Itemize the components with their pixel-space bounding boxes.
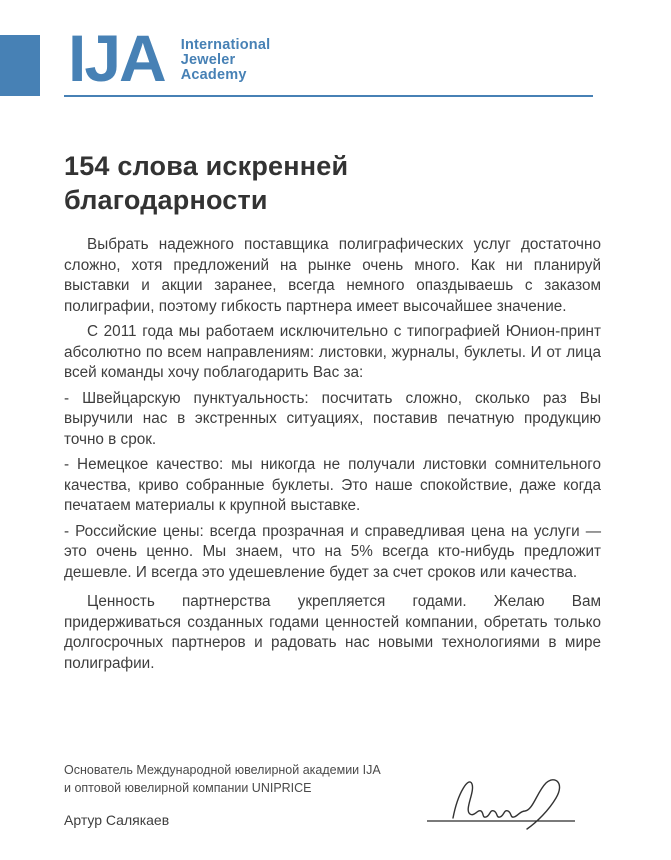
logo-org-name <box>181 30 271 83</box>
bullet-punctuality: - Швейцарскую пунктуальность: посчитать сложно, сколько раз Вы выручили нас в экстренных ситуациях, поставив печатную продукцию точно в срок. <box>64 389 601 448</box>
handwritten-signature-icon <box>425 770 585 832</box>
signer-name: Артур Салякаев <box>64 812 170 828</box>
signer-role-line-2: и оптовой ювелирной компании UNIPRICE <box>64 780 312 795</box>
letter-content <box>64 149 601 679</box>
paragraph-intro: Выбрать надежного поставщика полиграфических услуг достаточно сложно, хотя предложений на рынке очень много. Как ни планируй выставки и акции заранее, всегда немного опаздываешь с заказом полиграфии, поэтому гибкость партнера имеет высочайшее значение. <box>64 236 601 315</box>
letter-body <box>64 235 601 674</box>
bullet-quality: - Немецкое качество: мы никогда не получали листовки сомнительного качества, криво собранные буклеты. Это наше спокойствие, даже когда печатаем материалы к крупной выставке. <box>64 456 601 514</box>
bullet-prices: - Российские цены: всегда прозрачная и справедливая цена на услуги — это очень ценно. Мы знаем, что на 5% всегда кто-нибудь предложит дешевле. И всегда это удешевление будет за счет сроков или качества. <box>64 522 601 581</box>
signer-role <box>64 762 381 797</box>
logo-org-line-3: Academy <box>180 67 247 83</box>
paragraph-history: С 2011 года мы работаем исключительно с типографией Юнион-принт абсолютно по всем направлениям: листовки, журналы, буклеты. И от лица всей команды хочу поблагодарить Вас за: <box>64 323 601 381</box>
logo-monogram: IJA <box>68 21 165 95</box>
signer-role-line-1: Основатель Международной ювелирной академии IJA <box>64 763 381 777</box>
decorative-blue-block <box>0 35 40 96</box>
header-divider <box>64 95 593 97</box>
logo-org-line-1: International <box>180 37 271 53</box>
logo-org-line-2: Jeweler <box>180 52 236 68</box>
paragraph-closing: Ценность партнерства укрепляется годами. Желаю Вам придерживаться созданных годами ценностей компании, обретать только долгосрочных партнеров и радовать нас новыми технологиями в мире полиграфии. <box>64 593 601 672</box>
page-title: 154 слова искренней благодарности <box>64 151 349 215</box>
logo <box>68 21 271 95</box>
